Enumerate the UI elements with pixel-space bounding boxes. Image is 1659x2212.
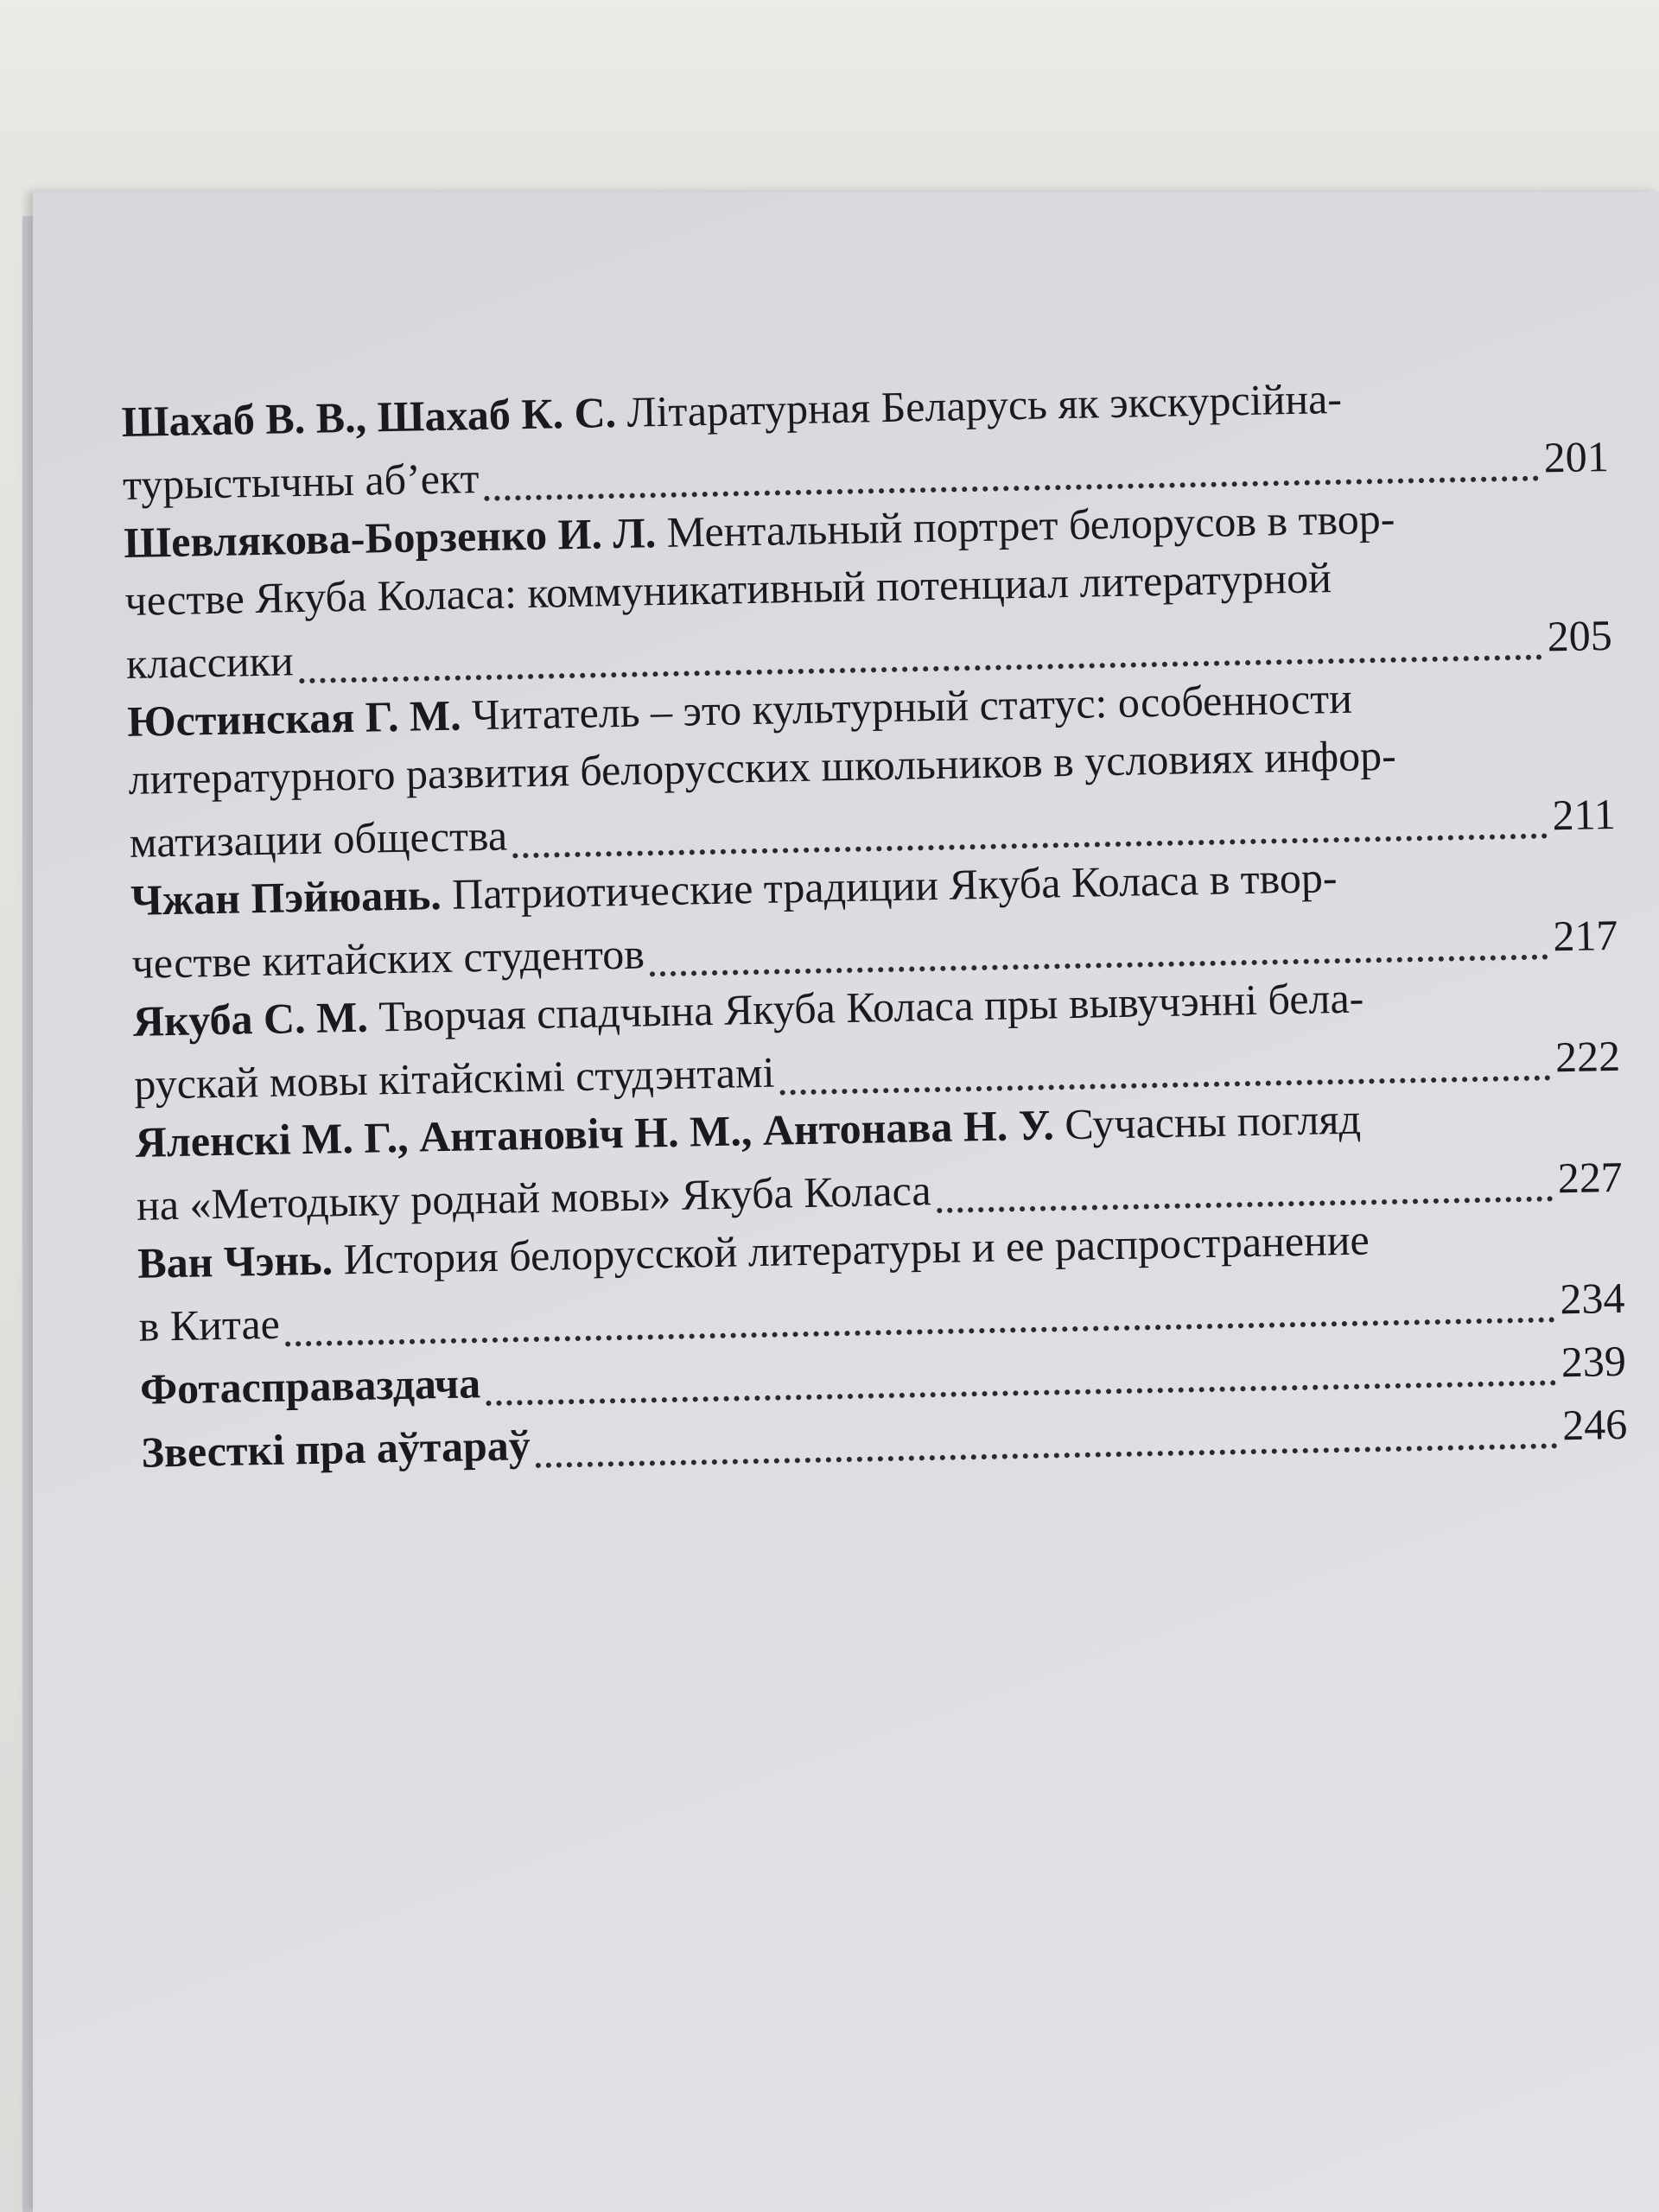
dot-leader [779, 1032, 1551, 1095]
page-number: 211 [1551, 789, 1617, 840]
toc-title: История белорусской литературы и ее распространение [342, 1215, 1370, 1284]
toc-title: турыстычны аб’ект [122, 454, 480, 509]
page-number: 222 [1554, 1031, 1621, 1082]
toc-author: Шевлякова-Борзенко И. Л. [123, 508, 657, 567]
toc-entry [124, 486, 1613, 693]
toc-author: Шахаб В. В., Шахаб К. С. [121, 388, 617, 446]
toc-title: Літаратурная Беларусь як экскурсійна- [626, 373, 1343, 436]
toc-title: литературного развития белорусских школьников в условиях инфор- [128, 730, 1397, 804]
page-number: 239 [1560, 1336, 1627, 1387]
dot-leader [649, 911, 1548, 976]
toc-title: рускай мовы кітайскімі студэнтамі [133, 1047, 775, 1109]
toc-author: Фотасправаздача [139, 1358, 481, 1414]
toc-author: Юстинская Г. М. [126, 690, 462, 746]
toc-entry [127, 664, 1617, 872]
toc-author: Звесткі пра аўтараў [140, 1421, 531, 1477]
table-of-contents [121, 365, 1628, 1482]
toc-author: Ван Чэнь. [137, 1235, 334, 1287]
toc-author: Яленскі М. Г., Антановіч Н. М., Антонава Н. У. [135, 1100, 1055, 1166]
page-number: 246 [1561, 1399, 1628, 1450]
page-number: 205 [1547, 610, 1613, 661]
toc-title: на «Методыку роднай мовы» Якуба Коласа [136, 1166, 932, 1230]
toc-title: честве Якуба Коласа: коммуникативный потенциал литературной [124, 553, 1332, 625]
dot-leader [936, 1153, 1553, 1213]
toc-title: Ментальный портрет белорусов в твор- [666, 493, 1395, 556]
toc-author: Якуба С. М. [132, 992, 369, 1046]
toc-title: Читатель – это культурный статус: особенности [471, 673, 1353, 740]
page-number: 201 [1543, 431, 1610, 482]
toc-title: в Китае [138, 1299, 281, 1351]
page-number: 227 [1557, 1152, 1624, 1203]
toc-title: Творчая спадчына Якуба Коласа пры вывучэнні бела- [378, 973, 1364, 1041]
toc-title: Сучасны погляд [1064, 1094, 1362, 1149]
page-number: 217 [1552, 910, 1618, 961]
toc-title: Патриотические традиции Якуба Коласа в твор- [451, 853, 1338, 918]
toc-title: матизации общества [129, 810, 508, 867]
toc-title: честве китайских студентов [131, 929, 645, 988]
toc-title: классики [125, 636, 295, 688]
page-number: 234 [1559, 1273, 1625, 1324]
toc-author: Чжан Пэйюань. [130, 869, 442, 925]
